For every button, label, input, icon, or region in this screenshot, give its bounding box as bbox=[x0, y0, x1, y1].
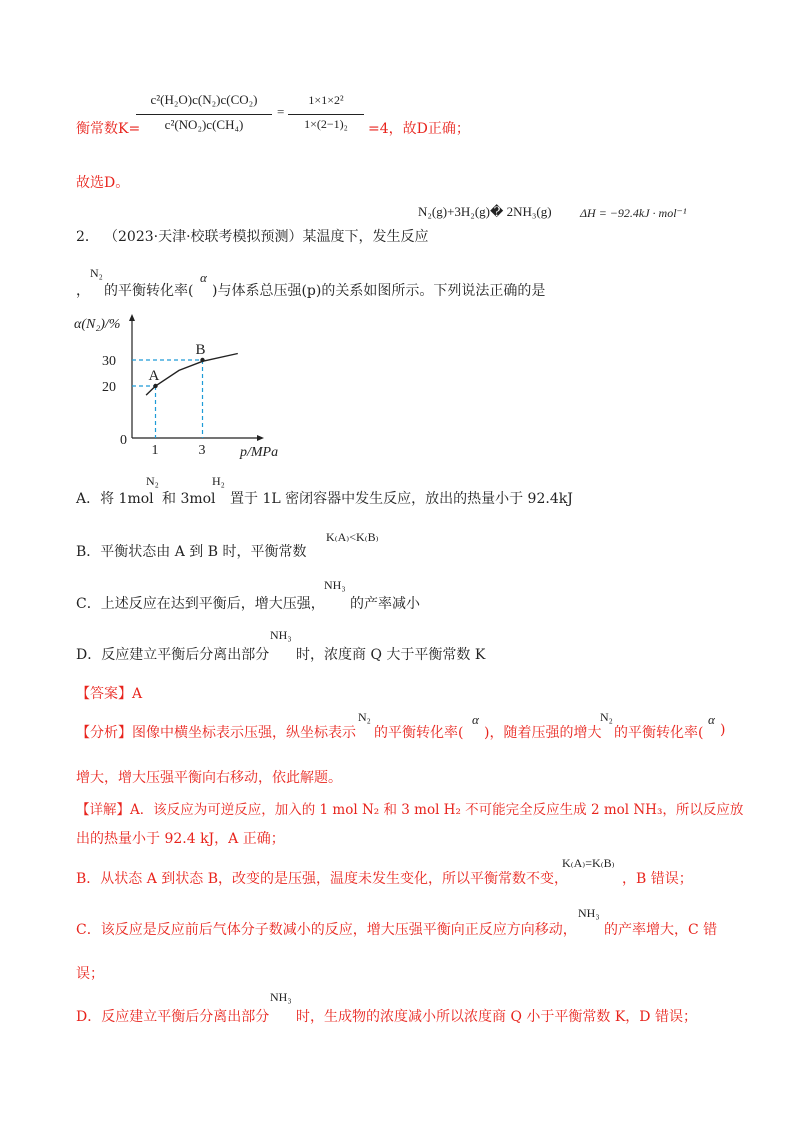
analysis-n2-1: N₂ bbox=[358, 710, 371, 724]
option-a-text-3: 置于 1L 密闭容器中发生反应，放出的热量小于 92.4kJ bbox=[230, 491, 573, 507]
option-c-text-2: 的产率减小 bbox=[350, 596, 420, 612]
option-c-text-1: C．上述反应在达到平衡后，增大压强， bbox=[76, 596, 325, 612]
detail-b-text-1: B．从状态 A 到状态 B，改变的是压强，温度未发生变化，所以平衡常数不变， bbox=[76, 871, 569, 887]
detail-c-text-1: C．该反应是反应前后气体分子数减小的反应，增大压强平衡向正反应方向移动， bbox=[76, 922, 577, 938]
option-b-math: K₍A₎<K₍B₎ bbox=[326, 530, 379, 544]
analysis-text-3: )，随着压强的增大 bbox=[484, 725, 602, 741]
conversion-pressure-chart bbox=[70, 310, 310, 460]
k-value-denominator: 1×(2−1)₂ bbox=[304, 117, 348, 131]
detail-c-line-2: 误； bbox=[76, 966, 104, 982]
option-a-text-1: A．将 1mol bbox=[76, 491, 154, 507]
q-line2-comma: ， bbox=[76, 283, 90, 299]
point-B bbox=[200, 358, 204, 362]
k-value-numerator: 1×1×2² bbox=[308, 93, 344, 107]
analysis-n2-2: N₂ bbox=[600, 710, 613, 724]
y-tick-label: 30 bbox=[102, 354, 116, 369]
chart-xlabel: p/MPa bbox=[240, 445, 279, 460]
detail-c-text-2: 的产率增大，C 错 bbox=[604, 922, 718, 938]
k-equals: = bbox=[277, 104, 285, 119]
point-label-A: A bbox=[148, 368, 160, 384]
k-value-bar bbox=[288, 114, 364, 115]
question-number: 2． bbox=[76, 229, 99, 245]
detail-line-2: 出的热量小于 92.4 kJ，A 正确； bbox=[76, 831, 285, 847]
analysis-alpha-1: α bbox=[472, 712, 479, 727]
k-denominator: c²(NO₂)c(CH₄) bbox=[164, 117, 244, 132]
detail-d-nh3: NH₃ bbox=[270, 990, 292, 1004]
point-label-B: B bbox=[195, 342, 206, 358]
detail-line-1: 【详解】A．该反应为可逆反应，加入的 1 mol N₂ 和 3 mol H₂ 不可能完全反应生成 2 mol NH₃，所以反应放 bbox=[76, 802, 744, 818]
k-result: =4，故D正确； bbox=[368, 121, 470, 137]
option-a-text-2: 和 3mol bbox=[162, 491, 216, 507]
option-a-n2: N₂ bbox=[146, 474, 159, 488]
option-d-nh3: NH₃ bbox=[270, 628, 292, 642]
option-c-nh3: NH₃ bbox=[324, 578, 346, 592]
detail-b-math: K₍A₎=K₍B₎ bbox=[562, 856, 615, 870]
k-prefix: 衡常数K= bbox=[76, 121, 141, 137]
enthalpy: ΔH = −92.4kJ · mol⁻¹ bbox=[580, 206, 687, 220]
q-line2-n2: N₂ bbox=[90, 266, 103, 280]
option-d-text-2: 时，浓度商 Q 大于平衡常数 K bbox=[296, 647, 486, 663]
choose-d: 故选D。 bbox=[76, 175, 130, 191]
question-source: （2023·天津·校联考模拟预测）某温度下，发生反应 bbox=[104, 229, 429, 245]
detail-c-nh3: NH₃ bbox=[578, 906, 600, 920]
reaction-equation: N₂(g)+3H₂(g)� 2NH₃(g) bbox=[418, 204, 552, 219]
x-tick-label: 3 bbox=[198, 443, 206, 458]
chart-origin-label: 0 bbox=[120, 433, 127, 448]
x-tick-label: 1 bbox=[151, 443, 159, 458]
detail-b-text-2: ，B 错误； bbox=[622, 871, 693, 887]
detail-d-text-1: D．反应建立平衡后分离出部分 bbox=[76, 1009, 270, 1025]
chart-ylabel: α(N₂)/% bbox=[74, 317, 121, 332]
option-b-text: B．平衡状态由 A 到 B 时，平衡常数 bbox=[76, 544, 307, 560]
detail-d-text-2: 时，生成物的浓度减小所以浓度商 Q 小于平衡常数 K，D 错误； bbox=[296, 1009, 697, 1025]
analysis-line-2: 增大，增大压强平衡向右移动，依此解题。 bbox=[76, 770, 342, 786]
k-fraction-bar bbox=[136, 114, 272, 115]
option-a-h2: H₂ bbox=[212, 474, 225, 488]
chart-y-arrow bbox=[129, 314, 135, 321]
chart-x-arrow bbox=[257, 435, 264, 441]
q-line2-text-b: )与体系总压强(p)的关系如图所示。下列说法正确的是 bbox=[212, 283, 546, 299]
point-A bbox=[153, 384, 157, 388]
analysis-text-2: 的平衡转化率( bbox=[374, 725, 464, 741]
analysis-text-1: 【分析】图像中横坐标表示压强，纵坐标表示 bbox=[76, 725, 356, 741]
y-tick-label: 20 bbox=[102, 380, 116, 395]
answer-label: 【答案】A bbox=[76, 686, 143, 702]
analysis-text-4: 的平衡转化率( bbox=[614, 725, 704, 741]
q-line2-alpha: α bbox=[200, 270, 207, 285]
k-numerator: c²(H₂O)c(N₂)c(CO₂) bbox=[150, 92, 258, 107]
q-line2-text-a: 的平衡转化率( bbox=[104, 283, 194, 299]
analysis-alpha-2: α bbox=[708, 712, 715, 727]
analysis-text-5: ) bbox=[720, 722, 726, 738]
option-d-text-1: D．反应建立平衡后分离出部分 bbox=[76, 647, 270, 663]
